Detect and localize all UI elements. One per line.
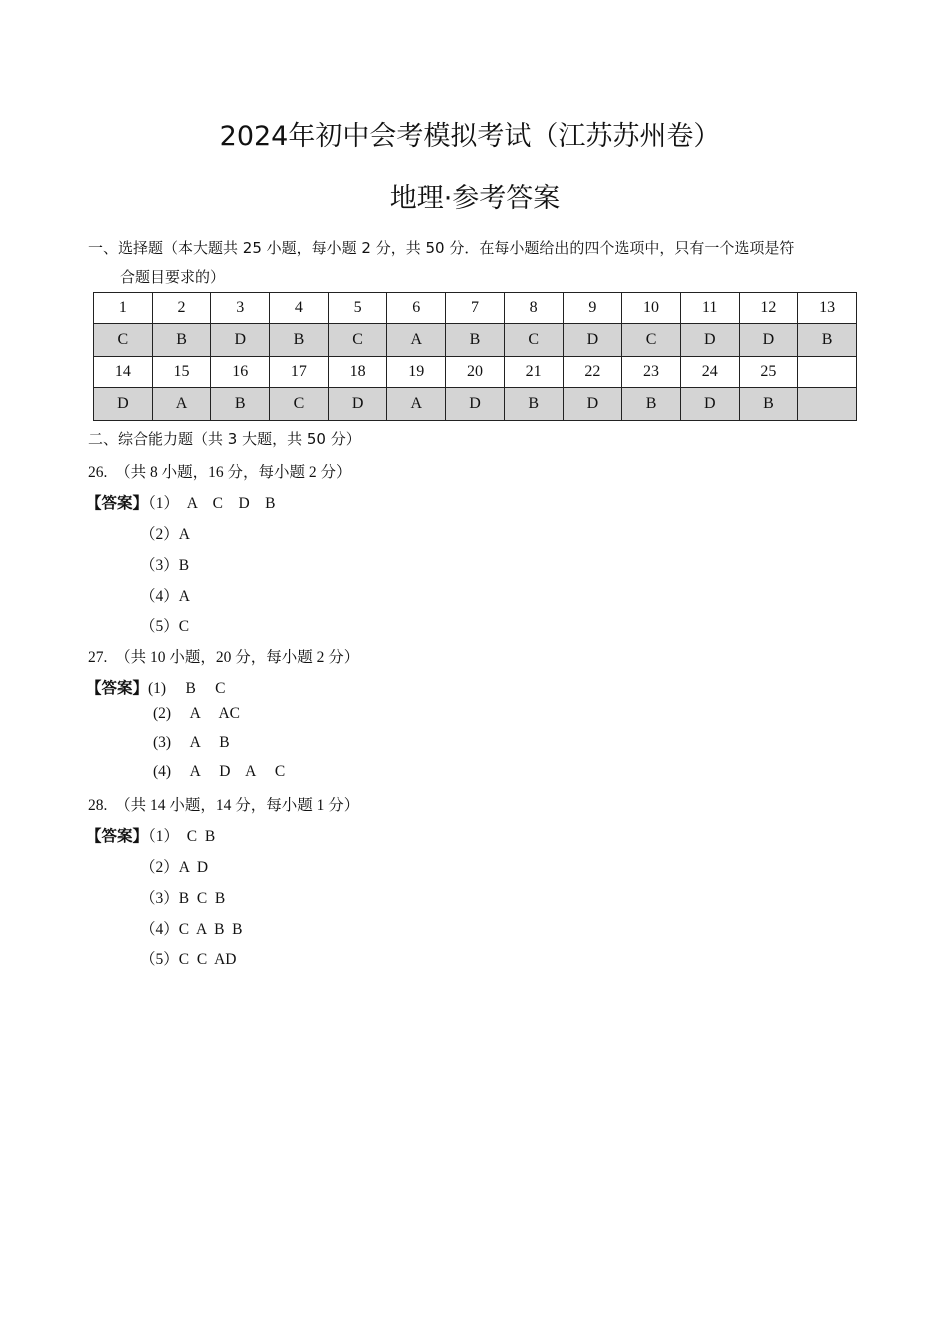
table-cell: 24	[680, 357, 739, 388]
section-2-heading: 二、综合能力题（共 3 大题，共 50 分）	[88, 430, 361, 448]
answer-label: 【答案】	[86, 679, 149, 697]
q27-header: 27. （共 10 小题，20 分，每小题 2 分）	[88, 649, 360, 666]
table-cell: A	[152, 388, 211, 421]
table-cell: D	[328, 388, 387, 421]
section-1-line-1: 一、选择题（本大题共 25 小题，每小题 2 分，共 50 分．在每小题给出的四个选项中，只有一个选项是符	[88, 239, 795, 257]
table-cell: B	[211, 388, 270, 421]
table-cell: B	[504, 388, 563, 421]
table-cell: 6	[387, 293, 446, 324]
q26-answer-5: （5）C	[140, 618, 190, 635]
table-cell: C	[328, 324, 387, 357]
q26-answer-row-1	[86, 491, 275, 513]
table-cell: 20	[446, 357, 505, 388]
table-cell: 1	[94, 293, 153, 324]
q28-answer-4: （4）C A B B	[140, 921, 243, 938]
table-cell: D	[680, 388, 739, 421]
table-cell: 2	[152, 293, 211, 324]
table-cell: D	[563, 388, 622, 421]
table-cell: A	[387, 388, 446, 421]
table-cell: C	[504, 324, 563, 357]
table-cell: 8	[504, 293, 563, 324]
q27-answer-1: (1) B C	[148, 680, 226, 697]
q28-answer-3: （3）B C B	[140, 890, 226, 907]
section-1-heading	[88, 234, 878, 292]
q28-answer-row-1	[86, 824, 215, 846]
page-title: 2024年初中会考模拟考试（江苏苏州卷）	[219, 121, 721, 152]
table-cell: D	[94, 388, 153, 421]
table-cell: 12	[739, 293, 798, 324]
q27-answer-row-1	[86, 676, 226, 698]
q28-answer-2: （2）A D	[140, 859, 209, 876]
table-cell: 10	[622, 293, 681, 324]
q28-header: 28. （共 14 小题，14 分，每小题 1 分）	[88, 797, 360, 814]
table-cell: 14	[94, 357, 153, 388]
table-cell: B	[152, 324, 211, 357]
table-row-answers-2	[94, 388, 857, 421]
table-row-numbers-1	[94, 293, 857, 324]
q27-answer-4: (4) A D A C	[153, 763, 286, 780]
table-cell: 23	[622, 357, 681, 388]
table-cell: D	[739, 324, 798, 357]
table-cell: 15	[152, 357, 211, 388]
q28-answer-1: （1） C B	[148, 828, 216, 845]
table-cell: B	[270, 324, 329, 357]
table-cell: B	[446, 324, 505, 357]
page-subtitle: 地理·参考答案	[389, 183, 561, 214]
q27-answer-3: (3) A B	[153, 734, 230, 751]
q28-answer-5: （5）C C AD	[140, 951, 237, 968]
table-cell: B	[739, 388, 798, 421]
table-cell: 17	[270, 357, 329, 388]
table-cell: A	[387, 324, 446, 357]
section-1-line-2: 合题目要求的）	[120, 268, 226, 286]
q26-answer-3: （3）B	[140, 557, 190, 574]
table-cell: 4	[270, 293, 329, 324]
table-row-answers-1	[94, 324, 857, 357]
answer-label: 【答案】	[86, 494, 149, 512]
table-cell: 19	[387, 357, 446, 388]
table-cell: 18	[328, 357, 387, 388]
table-cell: 9	[563, 293, 622, 324]
table-cell: D	[563, 324, 622, 357]
table-cell: 5	[328, 293, 387, 324]
table-cell: 22	[563, 357, 622, 388]
table-cell: D	[211, 324, 270, 357]
table-cell: 11	[680, 293, 739, 324]
table-cell: 25	[739, 357, 798, 388]
q26-header: 26. （共 8 小题，16 分，每小题 2 分）	[88, 464, 352, 481]
table-row-numbers-2	[94, 357, 857, 388]
table-cell: B	[798, 324, 857, 357]
table-cell	[798, 357, 857, 388]
table-cell: 21	[504, 357, 563, 388]
table-cell: 7	[446, 293, 505, 324]
table-cell	[798, 388, 857, 421]
q26-answer-2: （2）A	[140, 526, 190, 543]
table-cell: D	[446, 388, 505, 421]
table-cell: 3	[211, 293, 270, 324]
answer-label: 【答案】	[86, 827, 149, 845]
table-cell: C	[94, 324, 153, 357]
q27-answer-2: (2) A AC	[153, 705, 240, 722]
answer-table	[93, 292, 857, 421]
table-cell: 13	[798, 293, 857, 324]
q26-answer-4: （4）A	[140, 588, 190, 605]
q26-answer-1: （1） A C D B	[148, 495, 276, 512]
table-cell: C	[270, 388, 329, 421]
table-cell: C	[622, 324, 681, 357]
table-cell: B	[622, 388, 681, 421]
table-cell: D	[680, 324, 739, 357]
table-cell: 16	[211, 357, 270, 388]
